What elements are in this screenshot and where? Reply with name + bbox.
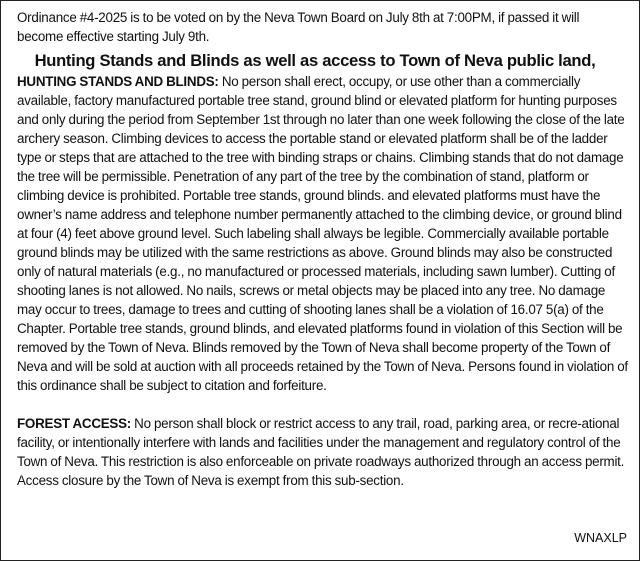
hunting-stands-heading: HUNTING STANDS AND BLINDS: — [17, 74, 219, 89]
forest-access-body: No person shall block or restrict access to any trail, road, parking area, or recre-ational facility, or intentionally interfere with lands and facilities under the management and regulatory control of the Town of Neva. This restriction is also enforceable on private roadways authorized through an access permit. Access closure by the Town of Neva is exempt from this sub-section. — [17, 416, 625, 488]
forest-access-section — [17, 414, 629, 490]
hunting-stands-body: No person shall erect, occupy, or use other than a commercially available, factory manufactured portable tree stand, ground blind or elevated platform for hunting purposes and only during the period from September 1st through no later than one week following the close of the late archery season. Climbing devices to access the portable stand or elevated platform shall be of the ladder type or steps that are attached to the tree with binding straps or chains. Climbing stands that do not damage the tree will be permissible. Penetration of any part of the tree by the combination of stand, platform or climbing device is prohibited. Portable tree stands, ground blinds. and elevated platforms must have the owner’s name address and telephone number permanently attached to the climbing device, or ground blind at four (4) feet above ground level. Such labeling shall always be legible. Commercially available portable ground blinds may be utilized with the same restrictions as above. Ground blinds may also be constructed only of natural materials (e.g., no manufactured or processed materials, including sawn lumber). Cutting of shooting lanes is not allowed. No nails, screws or metal objects may be placed into any tree. No damage may occur to trees, damage to trees and cutting of shooting lanes shall be a violation of 16.07 5(a) of the Chapter. Portable tree stands, ground blinds, and elevated platforms found in violation of this Section will be removed by the Town of Neva. Blinds removed by the Town of Neva shall become property of the Town of Neva and will be sold at auction with all proceeds retained by the Town of Neva. Persons found in violation of this ordinance shall be subject to citation and forfeiture. — [17, 74, 628, 393]
publication-code: WNAXLP — [574, 531, 627, 545]
hunting-stands-section — [17, 72, 629, 395]
forest-access-heading: FOREST ACCESS: — [17, 416, 131, 431]
ordinance-intro: Ordinance #4-2025 is to be voted on by the Neva Town Board on July 8th at 7:00PM, if passed it will become effective starting July 9th. — [17, 10, 580, 44]
notice-title: Hunting Stands and Blinds as well as access to Town of Neva public land, — [34, 51, 596, 70]
